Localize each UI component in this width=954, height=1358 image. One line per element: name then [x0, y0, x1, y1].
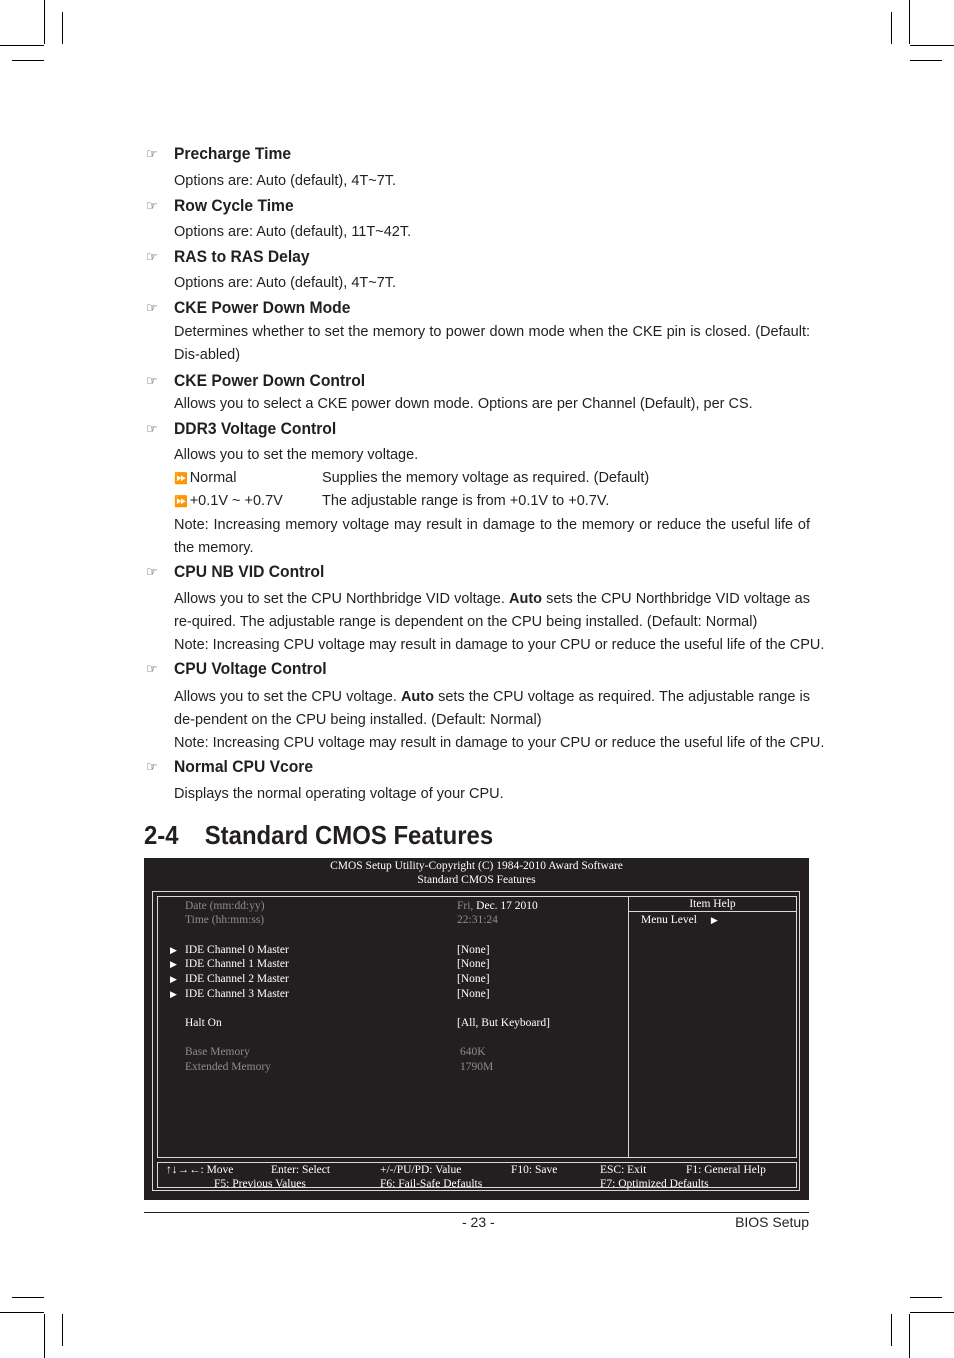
section-title: CKE Power Down Mode [174, 298, 351, 317]
section-title: CPU NB VID Control [174, 562, 325, 581]
bios-item-value[interactable]: [None] [457, 988, 490, 1000]
section-paragraph [174, 686, 810, 732]
bios-header-title: CMOS Setup Utility-Copyright (C) 1984-2010 Award Software [330, 860, 623, 872]
section-title: CKE Power Down Control [174, 371, 366, 390]
triangle-right-icon: ▶ [170, 974, 177, 984]
bios-key-enter: Enter: Select [271, 1164, 331, 1176]
bios-key-legend [157, 1162, 797, 1188]
page-number: - 23 - [462, 1214, 495, 1230]
paragraph-bold: Auto [509, 591, 543, 607]
section-title: Normal CPU Vcore [174, 757, 314, 776]
section-text: Options are: Auto (default), 4T~7T. [174, 173, 397, 189]
option-row [174, 490, 610, 514]
option-desc: The adjustable range is from +0.1V to +0.7V. [322, 493, 610, 509]
paragraph-text: sets the CPU Northbridge VID voltage as re-quired. The adjustable range is dependent on the CPU being installed. (Default: Normal) [174, 591, 810, 630]
bios-item-value[interactable]: [None] [457, 958, 490, 970]
crop-mark [12, 60, 44, 61]
paragraph-text: Allows you to set the CPU voltage. [174, 689, 401, 705]
pointing-hand-icon: ☞ [146, 661, 158, 676]
option-row [174, 467, 650, 491]
crop-mark [909, 0, 910, 44]
triangle-right-icon: ▶ [170, 945, 177, 955]
bios-menu-level-label: Menu Level [641, 914, 697, 926]
section-note: Note: Increasing CPU voltage may result in damage to your CPU or reduce the useful life of the CPU. [174, 637, 825, 653]
crop-mark [44, 0, 45, 44]
chapter-number: 2-4 [144, 820, 179, 850]
bios-key-save: F10: Save [511, 1164, 558, 1176]
crop-mark [909, 1314, 910, 1358]
section-note: Note: Increasing CPU voltage may result in damage to your CPU or reduce the useful life of the CPU. [174, 735, 825, 751]
section-text: Allows you to select a CKE power down mode. Options are per Channel (Default), per CS. [174, 396, 753, 412]
bios-item-label: Base Memory [185, 1046, 250, 1058]
bios-key-help: F1: General Help [686, 1164, 766, 1176]
bios-key-optimized: F7: Optimized Defaults [600, 1178, 709, 1190]
footer-section-name: BIOS Setup [735, 1214, 809, 1230]
crop-mark [891, 12, 892, 44]
crop-mark [62, 1314, 63, 1346]
crop-mark [910, 60, 942, 61]
bios-item-label[interactable]: IDE Channel 0 Master [185, 944, 289, 956]
bios-key-previous: F5: Previous Values [214, 1178, 306, 1190]
bios-item-value[interactable] [457, 900, 538, 912]
section-title: RAS to RAS Delay [174, 247, 310, 266]
pointing-hand-icon: ☞ [146, 300, 158, 315]
double-arrow-icon: ⏩ [174, 496, 188, 508]
bios-help-pane [628, 896, 797, 1158]
triangle-right-icon: ▶ [170, 959, 177, 969]
paragraph-text: Allows you to set the CPU Northbridge VID voltage. [174, 591, 509, 607]
bios-item-value[interactable]: [None] [457, 944, 490, 956]
crop-mark [62, 12, 63, 44]
bios-date-value: Dec. 17 2010 [476, 900, 538, 912]
bios-item-label[interactable]: IDE Channel 3 Master [185, 988, 289, 1000]
bios-item-value: 1790M [460, 1061, 494, 1073]
section-title: DDR3 Voltage Control [174, 419, 337, 438]
bios-item-label[interactable]: IDE Channel 1 Master [185, 958, 289, 970]
section-text: Options are: Auto (default), 11T~42T. [174, 224, 412, 240]
bios-item-label: Extended Memory [185, 1061, 271, 1073]
pointing-hand-icon: ☞ [146, 421, 158, 436]
bios-item-label[interactable]: Halt On [185, 1017, 222, 1029]
crop-mark [891, 1314, 892, 1346]
pointing-hand-icon: ☞ [146, 759, 158, 774]
section-title: Row Cycle Time [174, 196, 294, 215]
bios-item-label[interactable]: Time (hh:mm:ss) [185, 914, 265, 926]
bios-screen [144, 858, 809, 1200]
footer-rule [144, 1212, 809, 1213]
pointing-hand-icon: ☞ [146, 198, 158, 213]
bios-frame [152, 891, 800, 1191]
bios-item-label[interactable]: Date (mm:dd:yy) [185, 900, 265, 912]
section-paragraph [174, 588, 810, 634]
pointing-hand-icon: ☞ [146, 249, 158, 264]
section-text: Displays the normal operating voltage of your CPU. [174, 786, 504, 802]
crop-mark [910, 45, 954, 46]
paragraph-bold: Auto [400, 689, 434, 705]
section-title: CPU Voltage Control [174, 659, 327, 678]
section-title: Precharge Time [174, 144, 292, 163]
crop-mark [0, 1312, 44, 1313]
bios-help-title: Item Help [629, 897, 796, 912]
pointing-hand-icon: ☞ [146, 373, 158, 388]
chapter-heading [144, 820, 493, 851]
chapter-title: Standard CMOS Features [204, 820, 494, 850]
option-desc: Supplies the memory voltage as required. (Default) [322, 470, 650, 486]
section-paragraph: Determines whether to set the memory to power down mode when the CKE pin is closed. (Default: Dis-abled) [174, 324, 810, 363]
bios-item-value: 640K [460, 1046, 486, 1058]
section-text: Allows you to set the memory voltage. [174, 447, 419, 463]
section-note: Note: Increasing memory voltage may result in damage to the memory or reduce the useful life of the memory. [174, 517, 810, 556]
bios-date-day: Fri, [457, 900, 477, 912]
bios-item-value[interactable]: [None] [457, 973, 490, 985]
crop-mark [44, 1314, 45, 1358]
bios-item-label[interactable]: IDE Channel 2 Master [185, 973, 289, 985]
triangle-right-icon: ▶ [710, 915, 718, 925]
crop-mark [0, 45, 44, 46]
pointing-hand-icon: ☞ [146, 146, 158, 161]
bios-header-subtitle: Standard CMOS Features [417, 874, 536, 886]
bios-key-value: +/-/PU/PD: Value [380, 1164, 462, 1176]
pointing-hand-icon: ☞ [146, 564, 158, 579]
bios-menu-level [641, 914, 718, 926]
bios-item-value[interactable]: [All, But Keyboard] [457, 1017, 550, 1029]
bios-item-value[interactable]: 22:31:24 [457, 914, 498, 926]
paragraph-text: sets the CPU voltage as required. The adjustable range is de-pendent on the CPU being installed. (Default: Normal) [174, 689, 810, 728]
section-text: Options are: Auto (default), 4T~7T. [174, 275, 397, 291]
triangle-right-icon: ▶ [170, 989, 177, 999]
crop-mark [12, 1297, 44, 1298]
bios-key-move: ↑↓→←: Move [166, 1164, 234, 1176]
bios-key-exit: ESC: Exit [600, 1164, 647, 1176]
option-name: +0.1V ~ +0.7V [189, 493, 283, 509]
crop-mark [910, 1297, 942, 1298]
double-arrow-icon: ⏩ [174, 473, 188, 485]
option-name: Normal [189, 470, 237, 486]
bios-key-failsafe: F6: Fail-Safe Defaults [380, 1178, 483, 1190]
crop-mark [910, 1312, 954, 1313]
